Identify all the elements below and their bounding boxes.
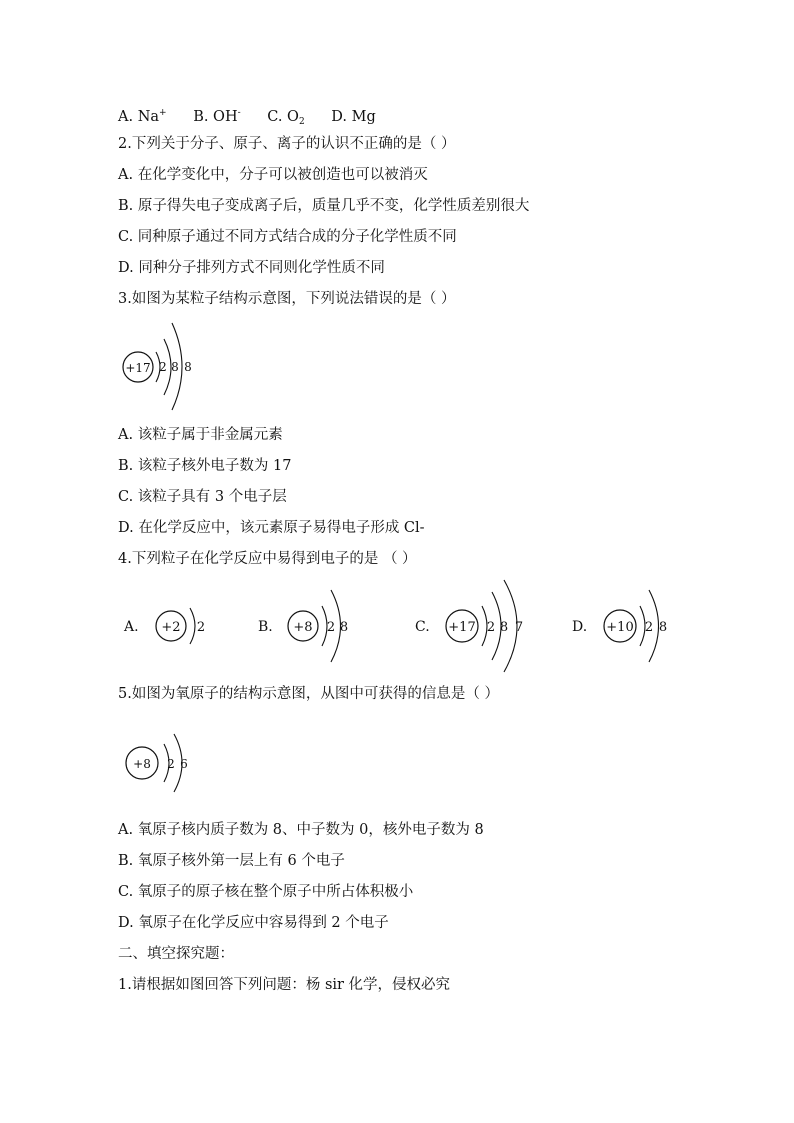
nucleus-label: +10: [606, 620, 634, 635]
q4-option-c-diagram: [415, 580, 523, 672]
q1-option-a: A. Na+: [118, 108, 167, 125]
section-heading: 二、填空探究题：: [118, 946, 234, 962]
q2-stem: 2.下列关于分子、原子、离子的认识不正确的是（ ）: [118, 136, 456, 152]
q2-option-c: C. 同种原子通过不同方式结合成的分子化学性质不同: [118, 229, 457, 245]
q2-option-a: A. 在化学变化中，分子可以被创造也可以被消灭: [118, 167, 428, 183]
q3-option-c: C. 该粒子具有 3 个电子层: [118, 489, 287, 505]
shell-count-1: 2: [167, 757, 175, 771]
shell-count-2: 6: [180, 757, 188, 771]
shell-count-1: 2: [326, 620, 336, 635]
q4-option-d-diagram: [572, 590, 667, 662]
q1-option-c: C. $O_2$: [267, 109, 305, 127]
q5-option-d: D. 氧原子在化学反应中容易得到 2 个电子: [118, 915, 389, 931]
nucleus-label: +8: [133, 757, 151, 771]
nucleus-label: +8: [293, 620, 313, 635]
q5-option-c: C. 氧原子的原子核在整个原子中所占体积极小: [118, 884, 414, 900]
shell-count-2: 8: [339, 620, 349, 635]
option-letter: C.: [415, 619, 430, 635]
q5-option-a: A. 氧原子核内质子数为 8、中子数为 0，核外电子数为 8: [118, 822, 484, 838]
shell-count-1: 2: [486, 620, 496, 635]
q2-option-b: B. 原子得失电子变成离子后，质量几乎不变，化学性质差别很大: [118, 198, 530, 214]
option-letter: D.: [572, 619, 588, 635]
fill-q1-stem: 1.请根据如图回答下列问题：杨 sir 化学，侵权必究: [118, 977, 451, 993]
shell-count-1: 2: [644, 620, 654, 635]
q3-option-a: A. 该粒子属于非金属元素: [118, 427, 283, 443]
shell-count-2: 8: [171, 360, 179, 374]
q2-option-d: D. 同种分子排列方式不同则化学性质不同: [118, 260, 385, 276]
q3-stem: 3.如图为某粒子结构示意图，下列说法错误的是（ ）: [118, 291, 456, 307]
shell-count-3: 7: [514, 620, 524, 635]
shell-count-1: 2: [159, 360, 167, 374]
shell-arc-1: [190, 608, 195, 644]
q5-atom-diagram: [118, 730, 198, 800]
shell-count-2: 8: [499, 620, 509, 635]
nucleus-label: +17: [125, 361, 151, 375]
nucleus-label: +17: [448, 620, 476, 635]
q1-option-b: B. OH-: [193, 108, 241, 125]
q5-option-b: B. 氧原子核外第一层上有 6 个电子: [118, 853, 345, 869]
shell-count-3: 8: [184, 360, 192, 374]
q3-option-b: B. 该粒子核外电子数为 17: [118, 458, 292, 474]
q4-stem: 4.下列粒子在化学反应中易得到电子的是 （ ）: [118, 551, 417, 567]
q4-option-a-diagram: [123, 608, 205, 644]
option-letter: A.: [124, 619, 139, 635]
q1-options: [118, 104, 376, 131]
shell-count-1: 2: [196, 620, 206, 635]
option-letter: B.: [258, 619, 273, 635]
q5-stem: 5.如图为氧原子的结构示意图，从图中可获得的信息是（ ）: [118, 686, 499, 702]
shell-count-2: 8: [658, 620, 668, 635]
q4-diagram-row: [118, 578, 678, 674]
q3-option-d: D. 在化学反应中，该元素原子易得电子形成 Cl-: [118, 520, 425, 536]
q1-option-d: D. Mg: [331, 109, 376, 125]
nucleus-label: +2: [161, 620, 181, 635]
q3-atom-diagram: [118, 315, 208, 415]
q4-option-b-diagram: [258, 590, 348, 662]
